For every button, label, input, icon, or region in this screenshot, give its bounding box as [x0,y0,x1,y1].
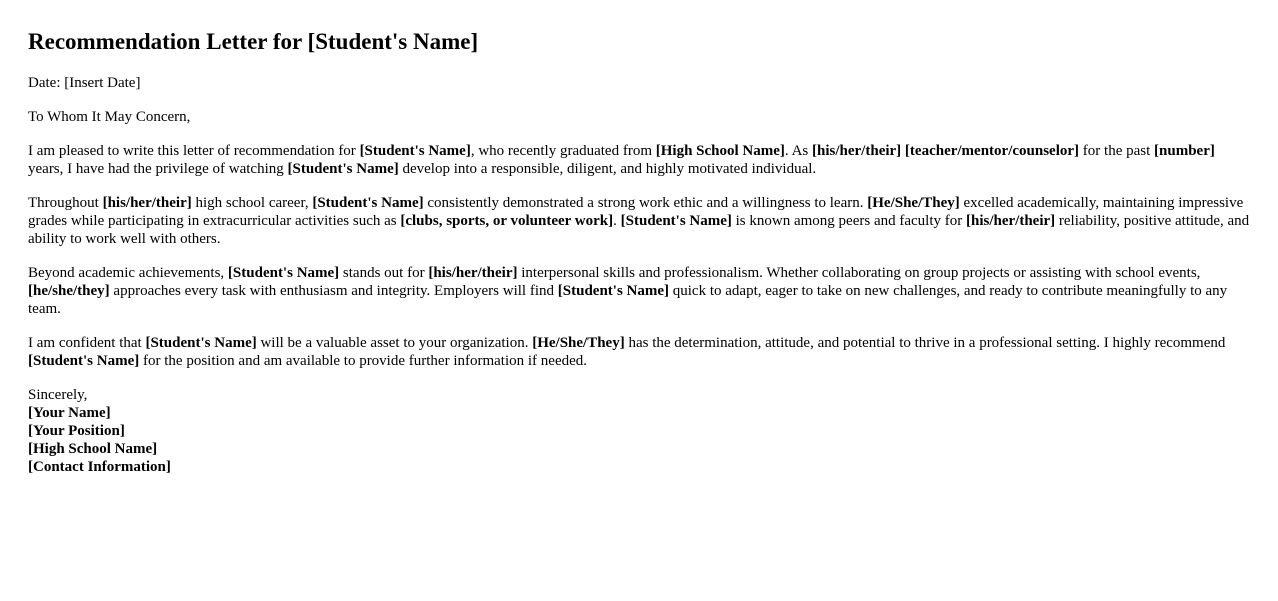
page-title: Recommendation Letter for [Student's Name] [28,29,479,54]
placeholder-school-name: [High School Name] [655,143,785,159]
signer-name [28,404,1250,422]
placeholder-contact-information: [Contact Information] [28,459,171,475]
placeholder-student-name: [Student's Name] [227,265,340,281]
text-run: I am confident that [28,335,146,351]
placeholder-activities: [clubs, sports, or volunteer work] [400,213,614,229]
text-run: years, I have had the privilege of watching [28,161,288,177]
text-run: I am pleased to write this letter of recommendation for [28,143,360,159]
text-run: , who recently graduated from [470,143,656,159]
letter-date: Date: [Insert Date] [28,75,141,91]
text-run: stands out for [339,265,429,281]
placeholder-student-name: [Student's Name] [557,283,670,299]
text-run: Throughout [28,195,103,211]
closing-word: Sincerely, [28,387,88,403]
placeholder-pronoun: [his/her/their] [966,213,1056,229]
placeholder-your-name: [Your Name] [28,405,111,421]
placeholder-role: [teacher/mentor/counselor] [904,143,1080,159]
placeholder-student-name: [Student's Name] [28,353,140,369]
paragraph-conclusion [28,334,1250,370]
paragraph-interpersonal [28,264,1250,318]
signer-position [28,422,1250,440]
placeholder-student-name: [Student's Name] [287,161,399,177]
text-run: approaches every task with enthusiasm and integrity. Employers will find [109,283,558,299]
letter-closing [28,386,1250,476]
placeholder-pronoun: [his/her/their] [102,195,192,211]
placeholder-pronoun: [his/her/their] [812,143,902,159]
letter-salutation: To Whom It May Concern, [28,109,191,125]
text-run: high school career, [191,195,313,211]
text-run: excelled academically, maintaining impressive grades while participating in extracurricular activities such as [28,195,1244,229]
paragraph-academics [28,194,1250,248]
text-run: quick to adapt, eager to take on new challenges, and ready to contribute meaningfully to any team. [28,283,1228,317]
text-run: interpersonal skills and professionalism. Whether collaborating on group projects or assisting with school events, [517,265,1201,281]
placeholder-student-name: [Student's Name] [145,335,257,351]
signer-contact [28,458,1250,476]
placeholder-your-position: [Your Position] [28,423,125,439]
paragraph-introduction [28,142,1250,178]
text-run: reliability, positive attitude, and ability to work well with others. [28,213,1250,247]
placeholder-pronoun: [his/her/their] [428,265,518,281]
placeholder-pronoun: [He/She/They] [532,335,625,351]
text-run: . As [784,143,813,159]
placeholder-student-name: [Student's Name] [312,195,424,211]
placeholder-pronoun: [He/She/They] [867,195,960,211]
text-run: . [613,213,621,229]
text-run: is known among peers and faculty for [731,213,966,229]
text-run: for the past [1079,143,1155,159]
text-run: has the determination, attitude, and potential to thrive in a professional setting. I highly recommend [624,335,1226,351]
signer-school [28,440,1250,458]
text-run: develop into a responsible, diligent, and highly motivated individual. [398,161,817,177]
text-run: will be a valuable asset to your organization. [256,335,533,351]
text-run: Beyond academic achievements, [28,265,228,281]
placeholder-student-name: [Student's Name] [620,213,732,229]
text-run: consistently demonstrated a strong work ethic and a willingness to learn. [423,195,868,211]
placeholder-student-name: [Student's Name] [359,143,471,159]
placeholder-number: [number] [1154,143,1215,159]
placeholder-school-name: [High School Name] [28,441,158,457]
placeholder-pronoun: [he/she/they] [28,283,110,299]
text-run: for the position and am available to provide further information if needed. [139,353,588,369]
